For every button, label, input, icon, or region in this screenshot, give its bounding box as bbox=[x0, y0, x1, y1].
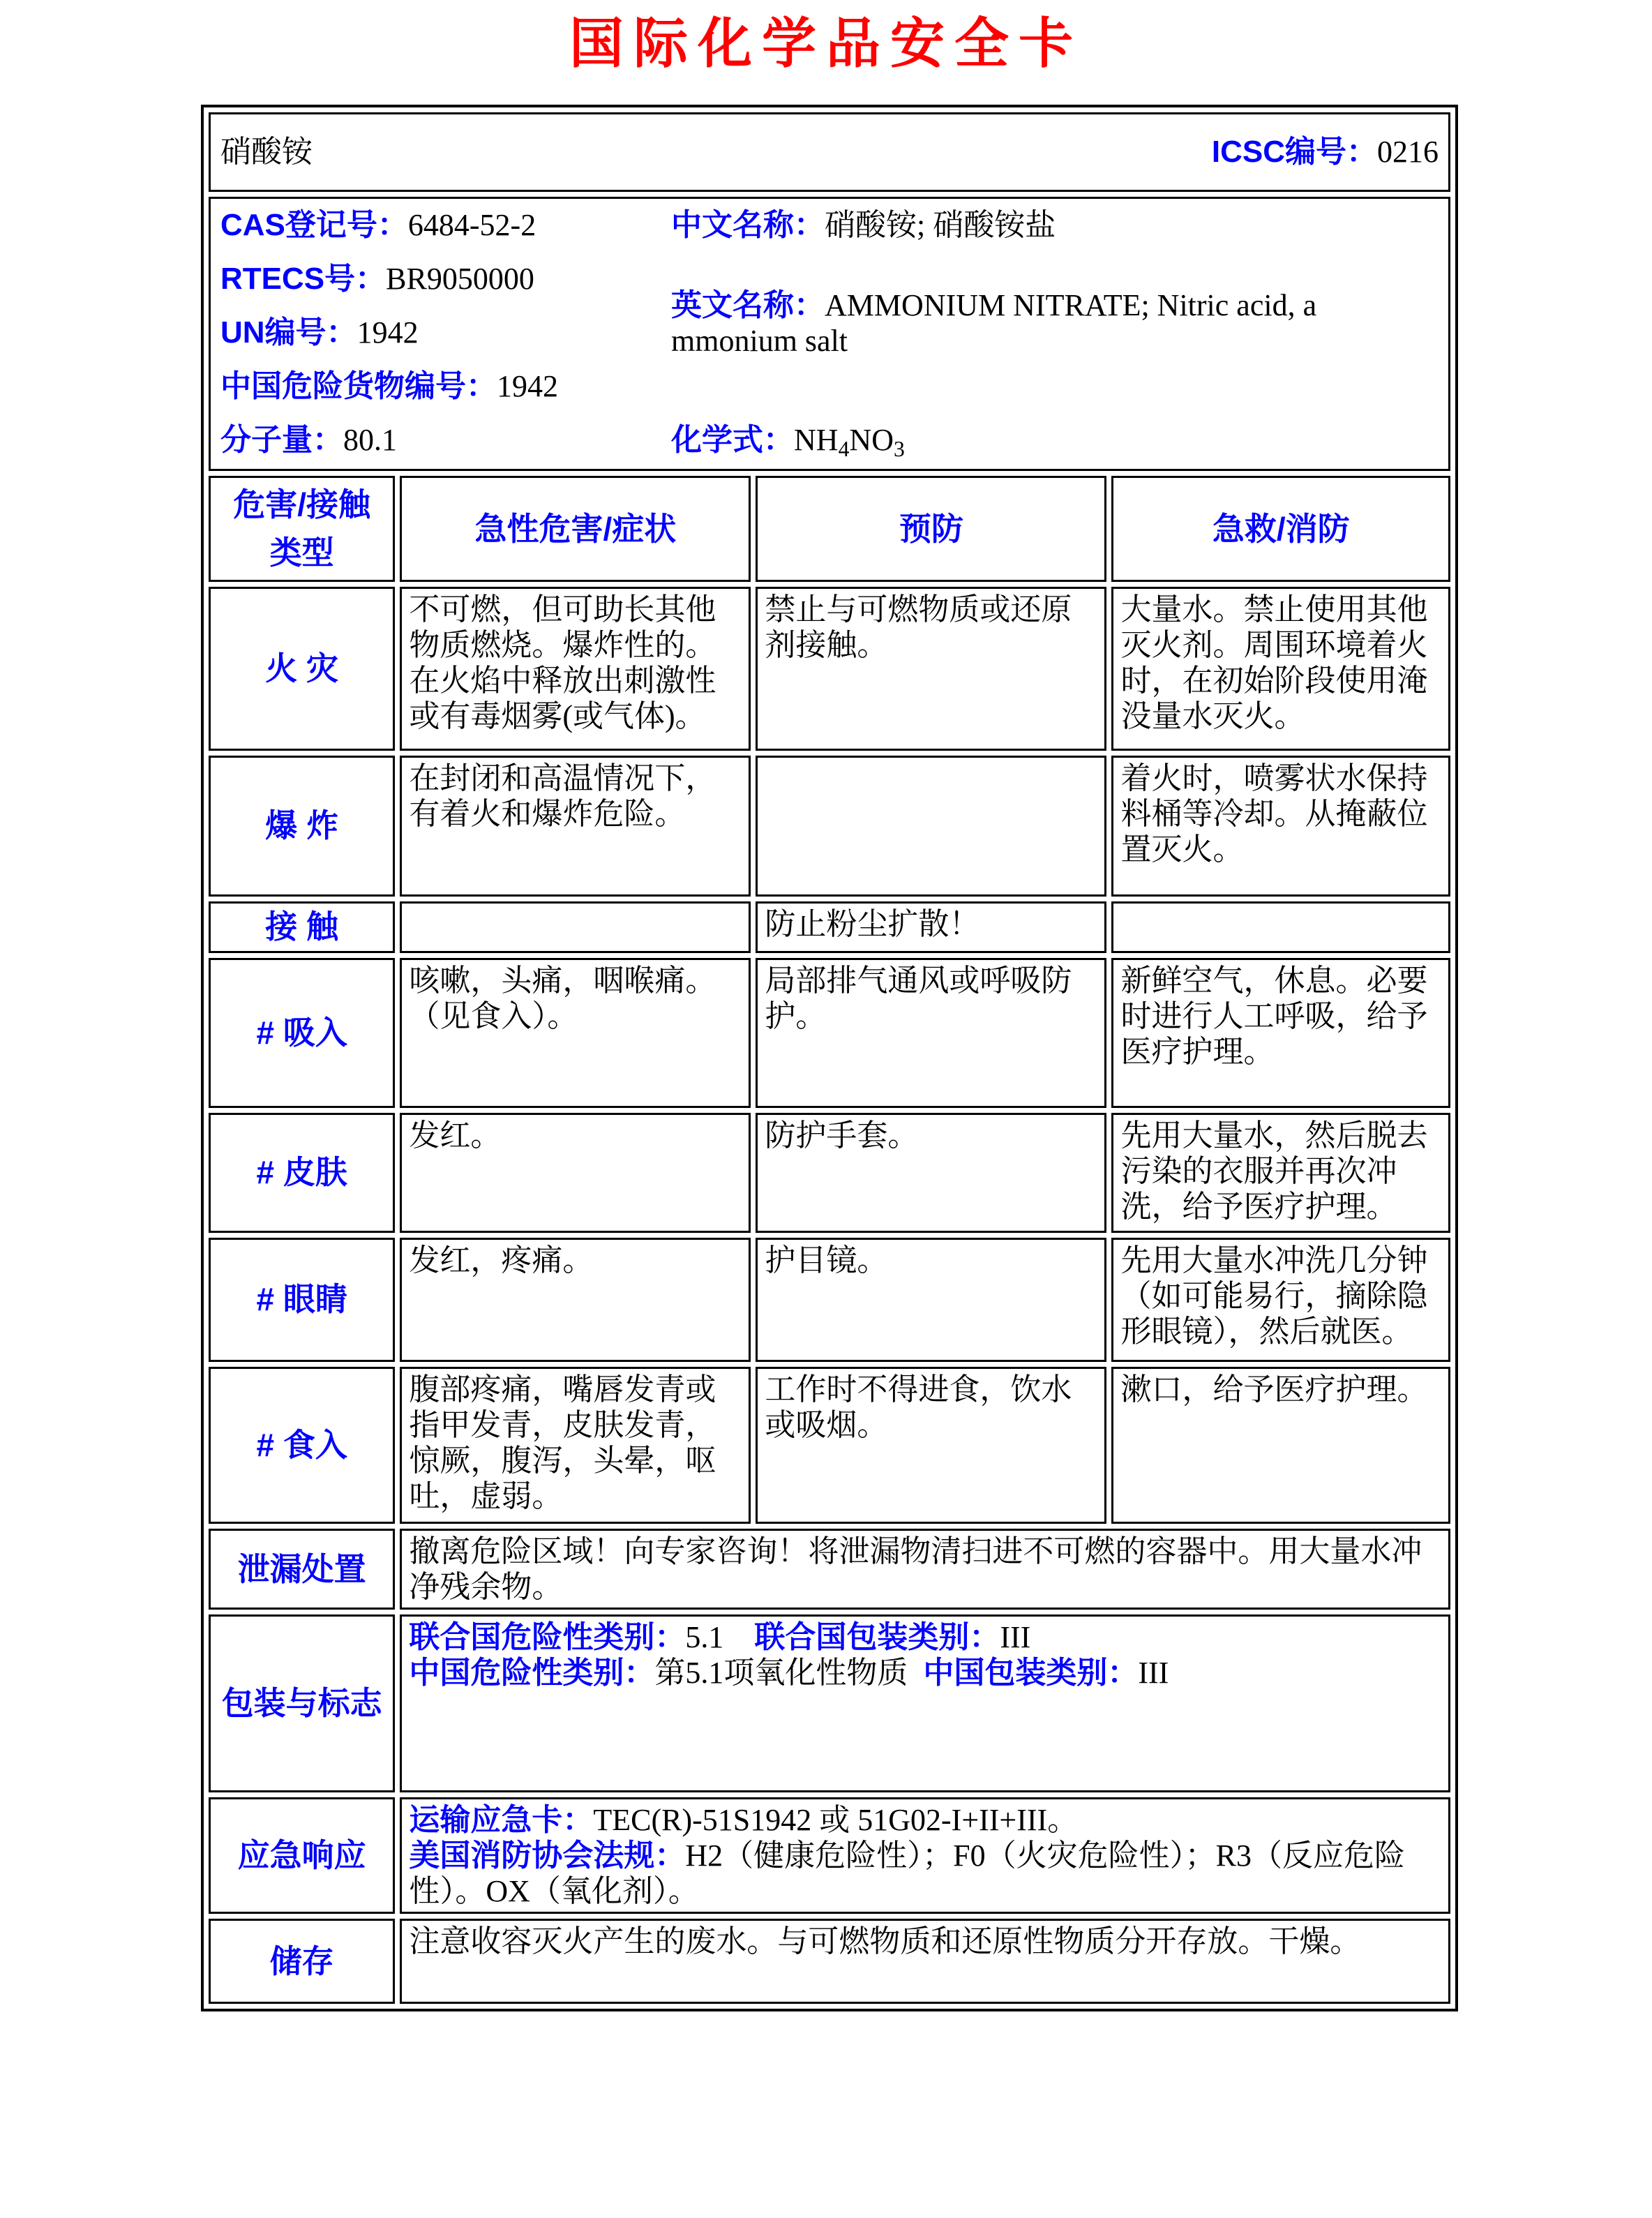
name-list bbox=[671, 207, 1439, 460]
column-header-row bbox=[209, 476, 1450, 582]
row-label-emergency: 应急响应 bbox=[209, 1797, 395, 1914]
china-classification-line bbox=[409, 1655, 1441, 1691]
eyes-hazard-cell: 发红，疼痛。 bbox=[400, 1238, 751, 1362]
fire-prevention-cell: 禁止与可燃物质或还原剂接触。 bbox=[756, 587, 1106, 751]
contact-hazard-cell bbox=[400, 901, 751, 953]
column-header-hazard: 急性危害/症状 bbox=[400, 476, 751, 582]
column-header-type: 危害/接触 类型 bbox=[209, 476, 395, 582]
row-label-inhalation: # 吸入 bbox=[209, 958, 395, 1108]
safety-card-table bbox=[201, 105, 1458, 2011]
china-packing-group-label: 中国包装类别： bbox=[923, 1656, 1139, 1691]
explosion-hazard-cell: 在封闭和高温情况下，有着火和爆炸危险。 bbox=[400, 756, 751, 897]
row-label-explosion: 爆 炸 bbox=[209, 756, 395, 897]
row-label-ingestion: # 食入 bbox=[209, 1367, 395, 1524]
inhalation-hazard-cell: 咳嗽，头痛，咽喉痛。（见食入）。 bbox=[400, 958, 751, 1108]
column-header-response: 急救/消防 bbox=[1111, 476, 1450, 582]
icsc-number-label: ICSC编号： bbox=[1211, 135, 1377, 170]
china-packing-group-value: III bbox=[1138, 1656, 1169, 1691]
table-row-spill bbox=[209, 1529, 1450, 1610]
rtecs-number-value: BR9050000 bbox=[386, 262, 534, 297]
english-name-line bbox=[671, 287, 1334, 359]
transport-emergency-card-label: 运输应急卡： bbox=[409, 1803, 594, 1838]
table-row-inhalation bbox=[209, 958, 1450, 1108]
un-number-label: UN编号： bbox=[220, 315, 357, 350]
cas-number-value: 6484-52-2 bbox=[407, 208, 536, 242]
nfpa-code-line bbox=[409, 1838, 1441, 1909]
rtecs-number-line bbox=[220, 261, 671, 297]
inhalation-prevention-cell: 局部排气通风或呼吸防护。 bbox=[756, 958, 1106, 1108]
table-row-contact bbox=[209, 901, 1450, 953]
cas-number-line bbox=[220, 207, 671, 243]
china-dg-number-label: 中国危险货物编号： bbox=[220, 369, 497, 404]
contact-response-cell bbox=[1111, 901, 1450, 953]
formula-value: $NH_4NO_3$ bbox=[794, 423, 905, 461]
fire-response-cell: 大量水。禁止使用其他灭火剂。周围环境着火时，在初始阶段使用淹没量水灭火。 bbox=[1111, 587, 1450, 751]
rtecs-number-label: RTECS号： bbox=[220, 262, 386, 297]
formula-label: 化学式： bbox=[671, 423, 795, 458]
molecular-weight-line bbox=[220, 422, 671, 458]
formula-line bbox=[671, 422, 1439, 461]
header-band-cell bbox=[209, 112, 1450, 192]
explosion-response-cell: 着火时，喷雾状水保持料桶等冷却。从掩蔽位置灭火。 bbox=[1111, 756, 1450, 897]
ingestion-response-cell: 漱口，给予医疗护理。 bbox=[1111, 1367, 1450, 1524]
table-row-skin bbox=[209, 1113, 1450, 1233]
explosion-prevention-cell bbox=[756, 756, 1106, 897]
table-row-ingestion bbox=[209, 1367, 1450, 1524]
skin-prevention-cell: 防护手套。 bbox=[756, 1113, 1106, 1233]
storage-content-cell: 注意收容灭火产生的废水。与可燃物质和还原性物质分开存放。干燥。 bbox=[400, 1919, 1450, 2004]
un-hazard-class-value: 5.1 bbox=[685, 1620, 724, 1655]
un-classification-line bbox=[409, 1619, 1441, 1655]
transport-emergency-card-line bbox=[409, 1802, 1441, 1838]
row-label-skin: # 皮肤 bbox=[209, 1113, 395, 1233]
transport-emergency-card-value: TEC(R)-51S1942 或 51G02-I+II+III。 bbox=[593, 1803, 1079, 1838]
nfpa-code-value: H2（健康危险性）；F0（火灾危险性）；R3（反应危险性）。OX（氧化剂）。 bbox=[409, 1838, 1405, 1909]
row-label-spill: 泄漏处置 bbox=[209, 1529, 395, 1610]
english-name-value: AMMONIUM NITRATE; Nitric acid, ammonium salt bbox=[671, 288, 1317, 359]
substance-name: 硝酸铵 bbox=[220, 135, 313, 170]
skin-response-cell: 先用大量水，然后脱去污染的衣服并再次冲洗，给予医疗护理。 bbox=[1111, 1113, 1450, 1233]
spill-content-cell: 撤离危险区域！向专家咨询！将泄漏物清扫进不可燃的容器中。用大量水冲净残余物。 bbox=[400, 1529, 1450, 1610]
un-packing-group-label: 联合国包装类别： bbox=[754, 1620, 1000, 1655]
cas-number-label: CAS登记号： bbox=[220, 208, 408, 242]
eyes-response-cell: 先用大量水冲洗几分钟（如可能易行，摘除隐形眼镜），然后就医。 bbox=[1111, 1238, 1450, 1362]
row-label-storage: 储存 bbox=[209, 1919, 395, 2004]
china-hazard-class-label: 中国危险性类别： bbox=[409, 1656, 655, 1691]
table-row-explosion bbox=[209, 756, 1450, 897]
ingestion-hazard-cell: 腹部疼痛，嘴唇发青或指甲发青，皮肤发青，惊厥，腹泻，头晕，呕吐，虚弱。 bbox=[400, 1367, 751, 1524]
table-row-storage bbox=[209, 1919, 1450, 2004]
icsc-number-value: 0216 bbox=[1377, 135, 1439, 170]
packing-content-cell bbox=[400, 1614, 1450, 1792]
english-name-label: 英文名称： bbox=[671, 288, 825, 323]
nfpa-code-label: 美国消防协会法规： bbox=[409, 1838, 686, 1873]
un-packing-group-value: III bbox=[1000, 1620, 1031, 1655]
page-title: 国际化学品安全卡 bbox=[569, 13, 1083, 74]
table-row-emergency bbox=[209, 1797, 1450, 1914]
un-hazard-class-label: 联合国危险性类别： bbox=[409, 1620, 686, 1655]
molecular-weight-value: 80.1 bbox=[343, 423, 397, 458]
row-label-contact: 接 触 bbox=[209, 901, 395, 953]
info-cell bbox=[209, 197, 1450, 471]
contact-prevention-cell: 防止粉尘扩散！ bbox=[756, 901, 1106, 953]
row-label-packing: 包装与标志 bbox=[209, 1614, 395, 1792]
icsc-number bbox=[1212, 134, 1439, 170]
emergency-content-cell bbox=[400, 1797, 1450, 1914]
eyes-prevention-cell: 护目镜。 bbox=[756, 1238, 1106, 1362]
table-row-packing bbox=[209, 1614, 1450, 1792]
header-band-row bbox=[209, 112, 1450, 192]
skin-hazard-cell: 发红。 bbox=[400, 1113, 751, 1233]
chinese-name-line bbox=[671, 207, 1439, 243]
identifier-list bbox=[220, 207, 671, 460]
ingestion-prevention-cell: 工作时不得进食，饮水或吸烟。 bbox=[756, 1367, 1106, 1524]
chinese-name-value: 硝酸铵; 硝酸铵盐 bbox=[825, 208, 1056, 242]
fire-hazard-cell: 不可燃，但可助长其他物质燃烧。爆炸性的。在火焰中释放出刺激性或有毒烟雾(或气体)。 bbox=[400, 587, 751, 751]
china-hazard-class-value: 第5.1项氧化性物质 bbox=[654, 1656, 908, 1691]
un-number-value: 1942 bbox=[356, 315, 419, 350]
chinese-name-label: 中文名称： bbox=[671, 208, 825, 242]
row-label-eyes: # 眼睛 bbox=[209, 1238, 395, 1362]
info-row bbox=[209, 197, 1450, 471]
table-row-eyes bbox=[209, 1238, 1450, 1362]
table-row-fire bbox=[209, 587, 1450, 751]
un-number-line bbox=[220, 315, 671, 350]
column-header-prevention: 预防 bbox=[756, 476, 1106, 582]
molecular-weight-label: 分子量： bbox=[220, 423, 343, 458]
inhalation-response-cell: 新鲜空气，休息。必要时进行人工呼吸，给予医疗护理。 bbox=[1111, 958, 1450, 1108]
china-dg-number-line bbox=[220, 368, 671, 404]
china-dg-number-value: 1942 bbox=[497, 369, 558, 404]
row-label-fire: 火 灾 bbox=[209, 587, 395, 751]
